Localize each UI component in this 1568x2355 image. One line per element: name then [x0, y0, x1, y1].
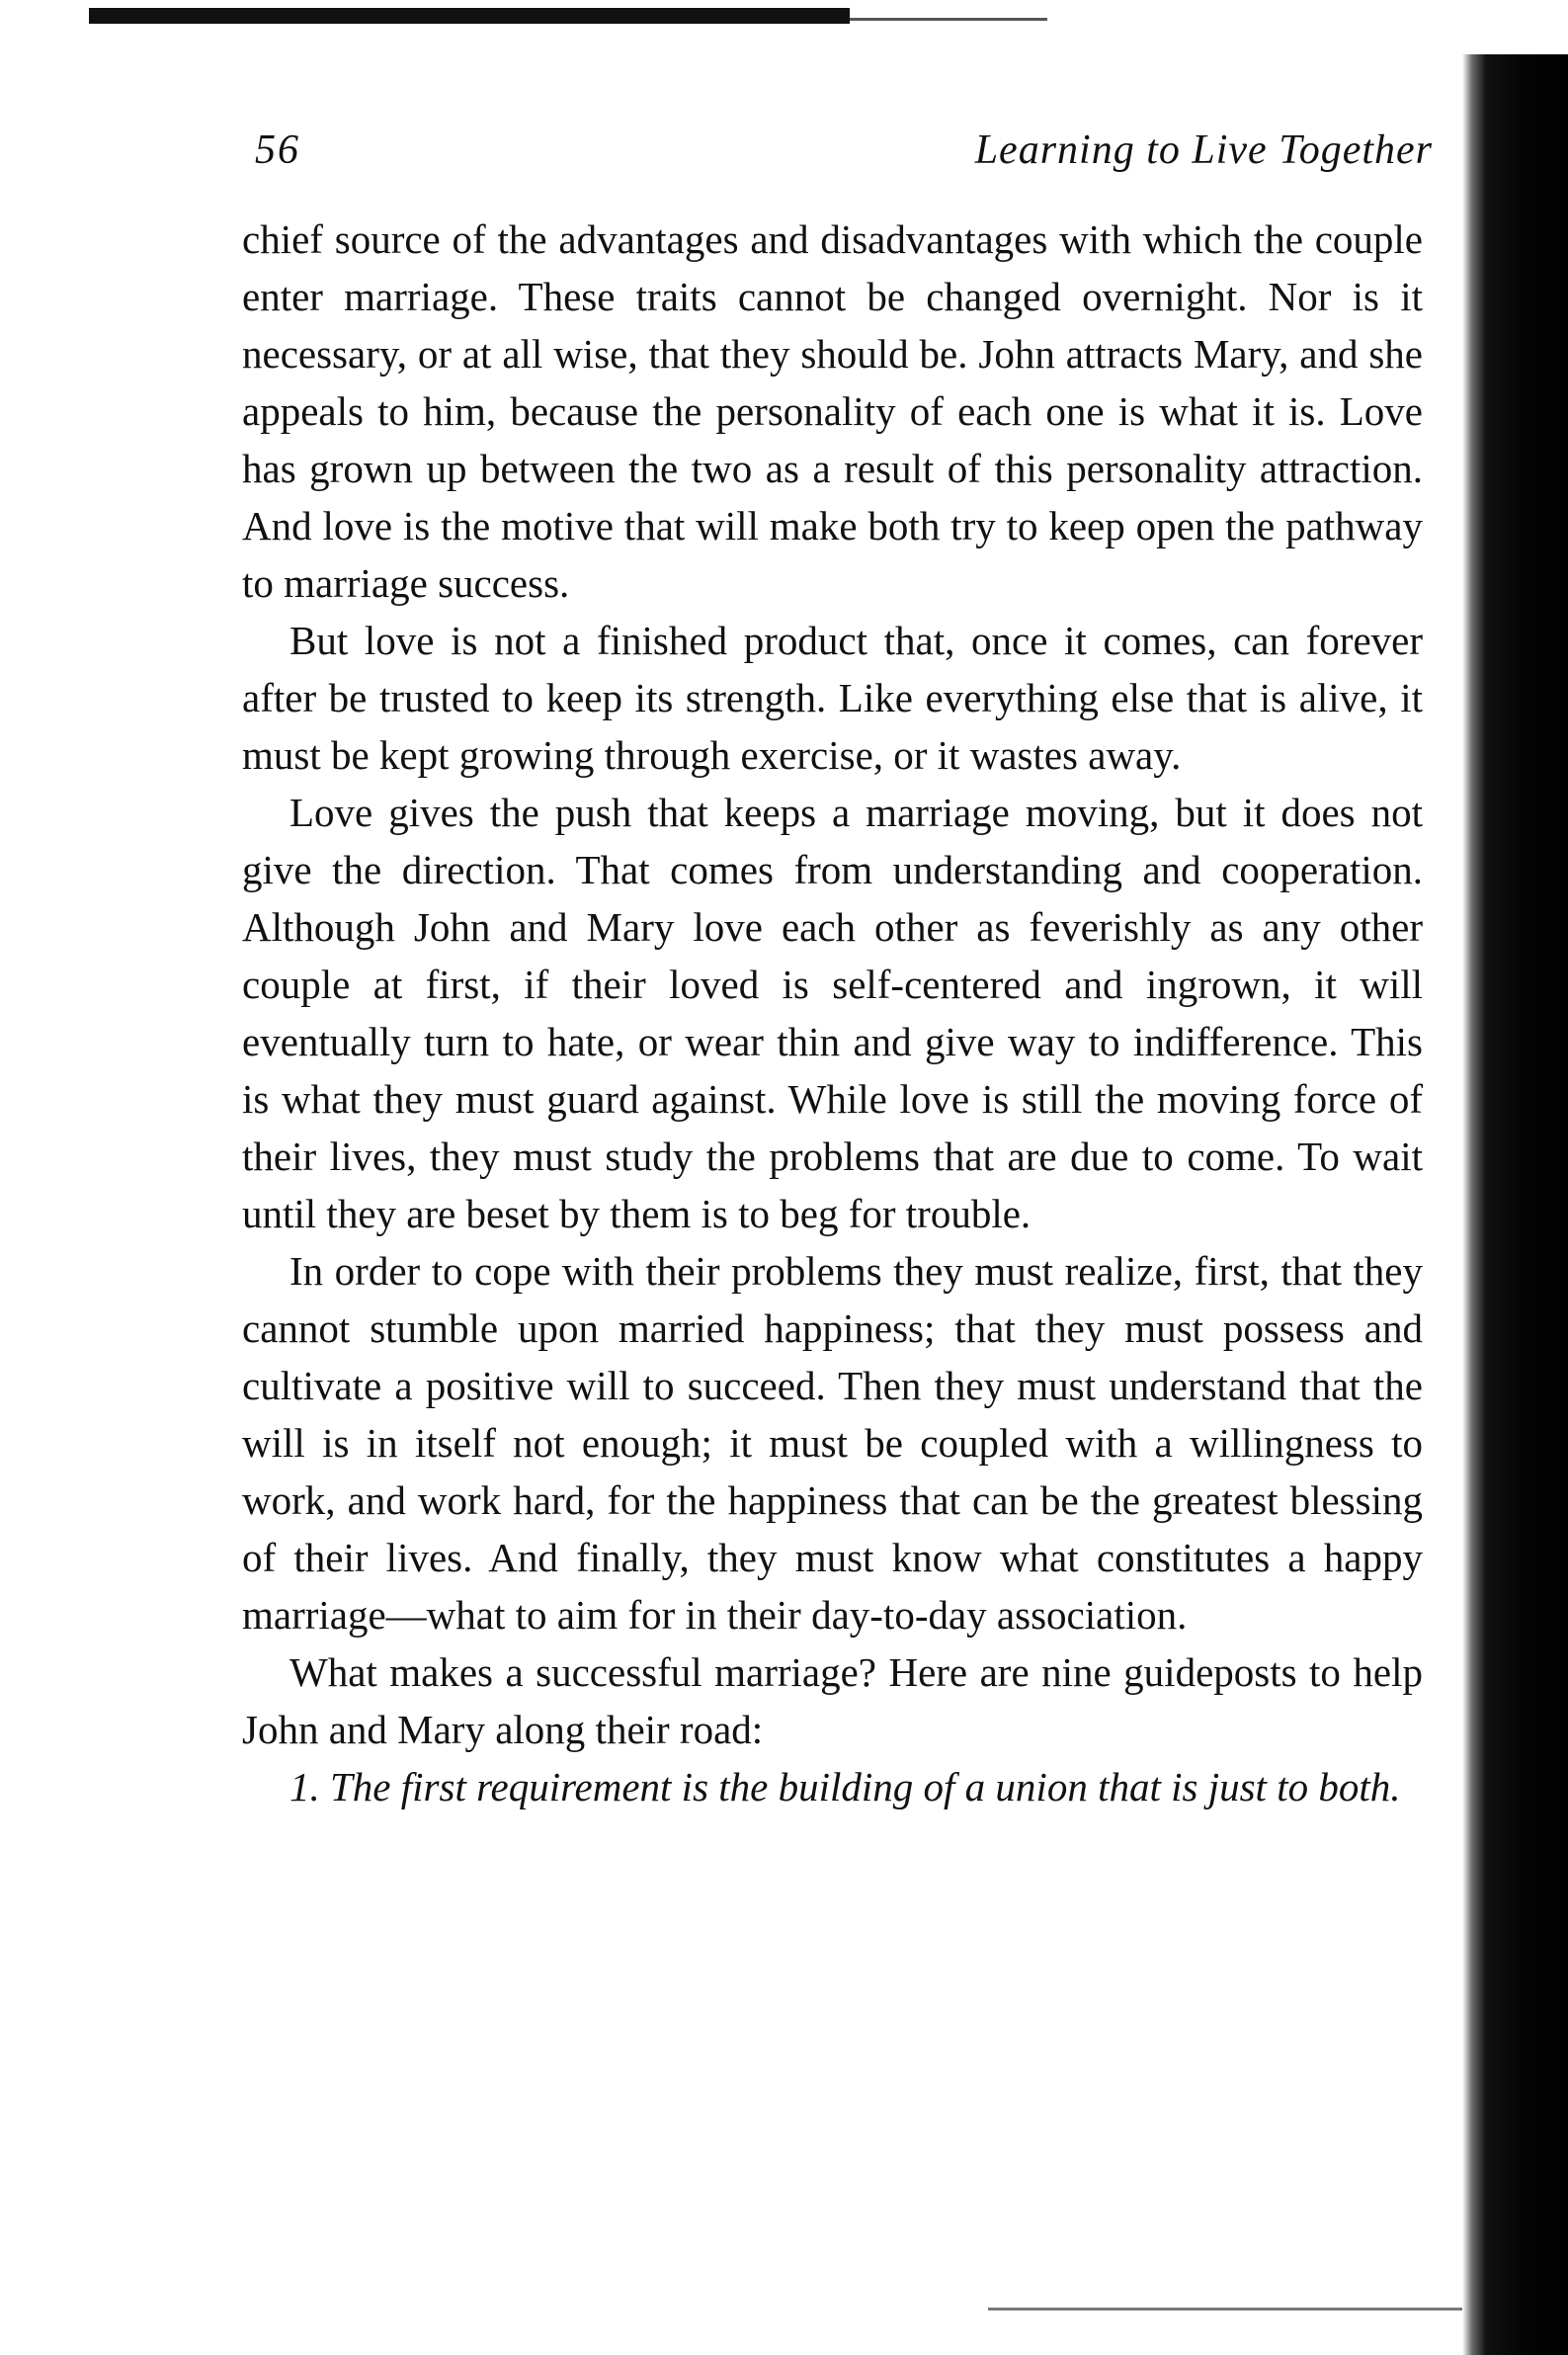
paragraph-love-not-finished: But love is not a finished product that, once it comes, can forever after be trusted to keep its strength. Like everything else that is alive, it must be kept growing through exercise, or it wastes away.: [242, 618, 1423, 778]
page-number: 56: [255, 127, 300, 173]
page-header: [255, 126, 1433, 186]
paragraph-cope-with-problems: In order to cope with their problems they must realize, first, that they cannot stumble upon married happiness; that they must possess and cultivate a positive will to succeed. Then they must understand that the will is in itself not enough; it must be coupled with a willingness to work, and work hard, for the happiness that can be the greatest blessing of their lives. And finally, they must know what constitutes a happy marriage—what to aim for in their day-to-day association.: [242, 1248, 1423, 1638]
top-rule: [89, 8, 850, 24]
guidepost-text: The first requirement is the building of a union that is just to both.: [330, 1764, 1401, 1809]
bottom-rule: [988, 2308, 1462, 2311]
guidepost-number: 1.: [289, 1764, 320, 1809]
paragraph-successful-marriage: What makes a successful marriage? Here are nine guideposts to help John and Mary along their road:: [242, 1649, 1423, 1752]
guidepost-one: [242, 1758, 1423, 1815]
paragraph-continued: chief source of the advantages and disadvantages with which the couple enter marriage. These traits cannot be changed overnight. Nor is it necessary, or at all wise, that they should be. John attracts Mary, and she appeals to him, because the personality of each one is what it is. Love has grown up between the two as a result of this personality attraction. And love is the motive that will make both try to keep open the pathway to marriage success.: [242, 216, 1423, 606]
page-spine-shadow: [1462, 54, 1568, 2355]
top-rule-tail: [850, 18, 1047, 21]
running-title: Learning to Live Together: [974, 127, 1433, 173]
body-text: [242, 210, 1423, 1815]
paragraph-love-gives-push: Love gives the push that keeps a marriage moving, but it does not give the direction. That comes from understanding and cooperation. Although John and Mary love each other as feverishly as any other couple at first, if their loved is self-centered and ingrown, it will eventually turn to hate, or wear thin and give way to indifference. This is what they must guard against. While love is still the moving force of their lives, they must study the problems that are due to come. To wait until they are beset by them is to beg for trouble.: [242, 790, 1423, 1236]
